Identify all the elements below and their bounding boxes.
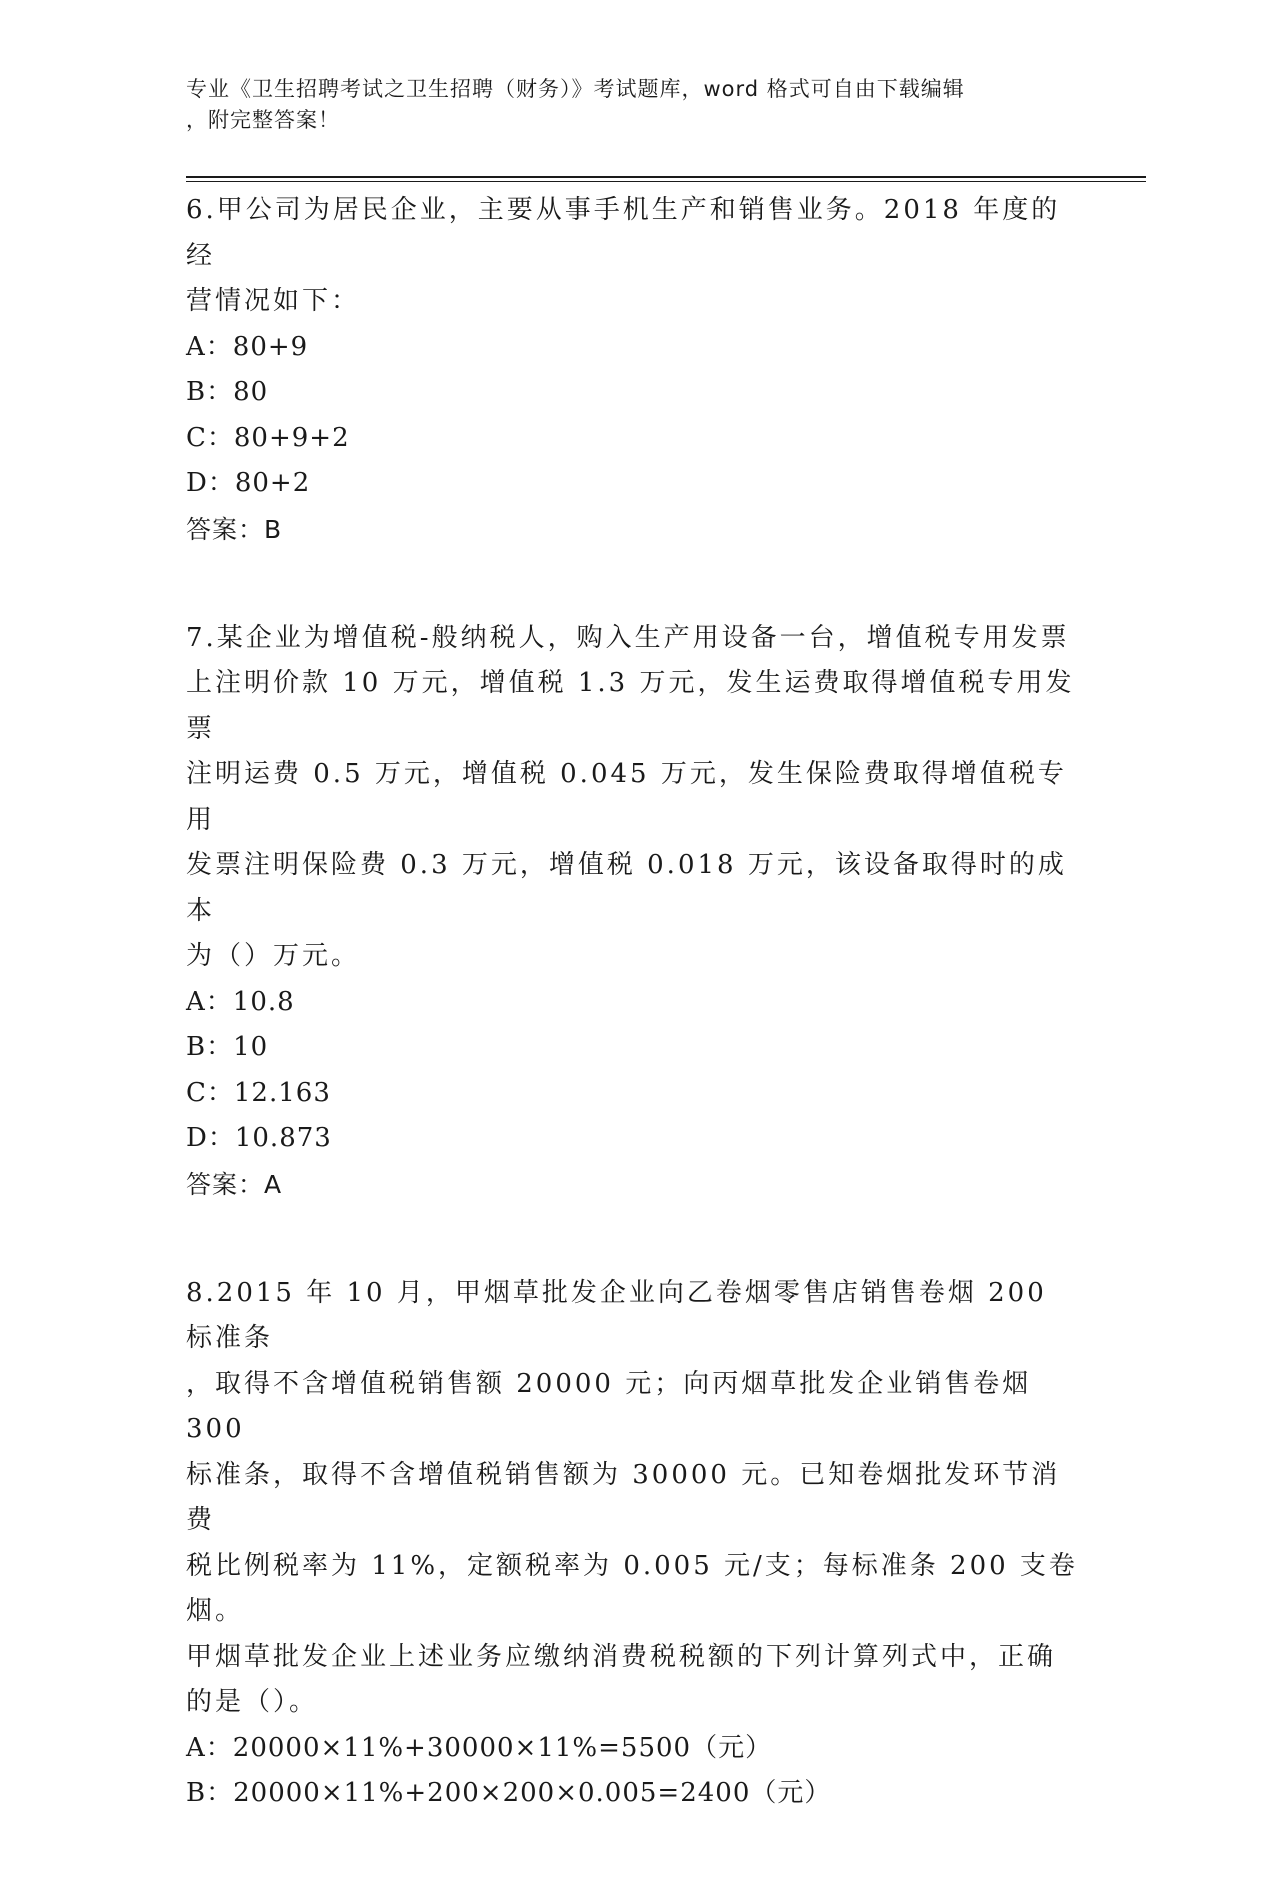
option-b: B：80 bbox=[186, 377, 269, 407]
question-stem: 8.2015 年 10 月，甲烟草批发企业向乙卷烟零售店销售卷烟 200 标准条 ，取得不含增值税销售额 20000 元；向丙烟草批发企业销售卷烟 300 标准条，取得不含增值税销售额为 30000 元。已知卷烟批发环节消费 税比例税率为 11%，定额税率为 0.005 元/支；每标准条 200 支卷烟。 甲烟草批发企业上述业务应缴纳消费税税额的下列计算列式中，正确 的是（）。 bbox=[186, 1277, 1078, 1717]
option-d: D：10.873 bbox=[186, 1123, 332, 1153]
question-8 bbox=[186, 1271, 1086, 1817]
option-a: A：10.8 bbox=[186, 986, 295, 1017]
option-c: C：12.163 bbox=[186, 1077, 331, 1108]
option-a: A：20000×11%+30000×11%=5500（元） bbox=[186, 1732, 773, 1763]
question-list bbox=[186, 188, 1086, 1881]
question-stem: 6.甲公司为居民企业，主要从事手机生产和销售业务。2018 年度的经 营情况如下： bbox=[186, 195, 1061, 316]
answer: 答案：B bbox=[186, 514, 283, 544]
option-b: B：10 bbox=[186, 1032, 269, 1062]
answer: 答案：A bbox=[186, 1169, 283, 1199]
option-d: D：80+2 bbox=[186, 468, 311, 498]
question-7 bbox=[186, 616, 1086, 1207]
question-6 bbox=[186, 188, 1086, 552]
option-b: B：20000×11%+200×200×0.005=2400（元） bbox=[186, 1778, 832, 1808]
option-c: C：80+9+2 bbox=[186, 422, 350, 453]
header-divider-thick bbox=[186, 176, 1146, 178]
question-stem: 7.某企业为增值税-般纳税人，购入生产用设备一台，增值税专用发票 上注明价款 10 万元，增值税 1.3 万元，发生运费取得增值税专用发票 注明运费 0.5 万元，增值税 0.045 万元，发生保险费取得增值税专用 发票注明保险费 0.3 万元，增值税 0.018 万元，该设备取得时的成本 为（）万元。 bbox=[186, 622, 1075, 971]
header-divider-thin bbox=[186, 181, 1146, 182]
document-header: 专业《卫生招聘考试之卫生招聘（财务）》考试题库，word 格式可自由下载编辑 ，附完整答案！ bbox=[186, 77, 965, 132]
option-a: A：80+9 bbox=[186, 331, 309, 362]
